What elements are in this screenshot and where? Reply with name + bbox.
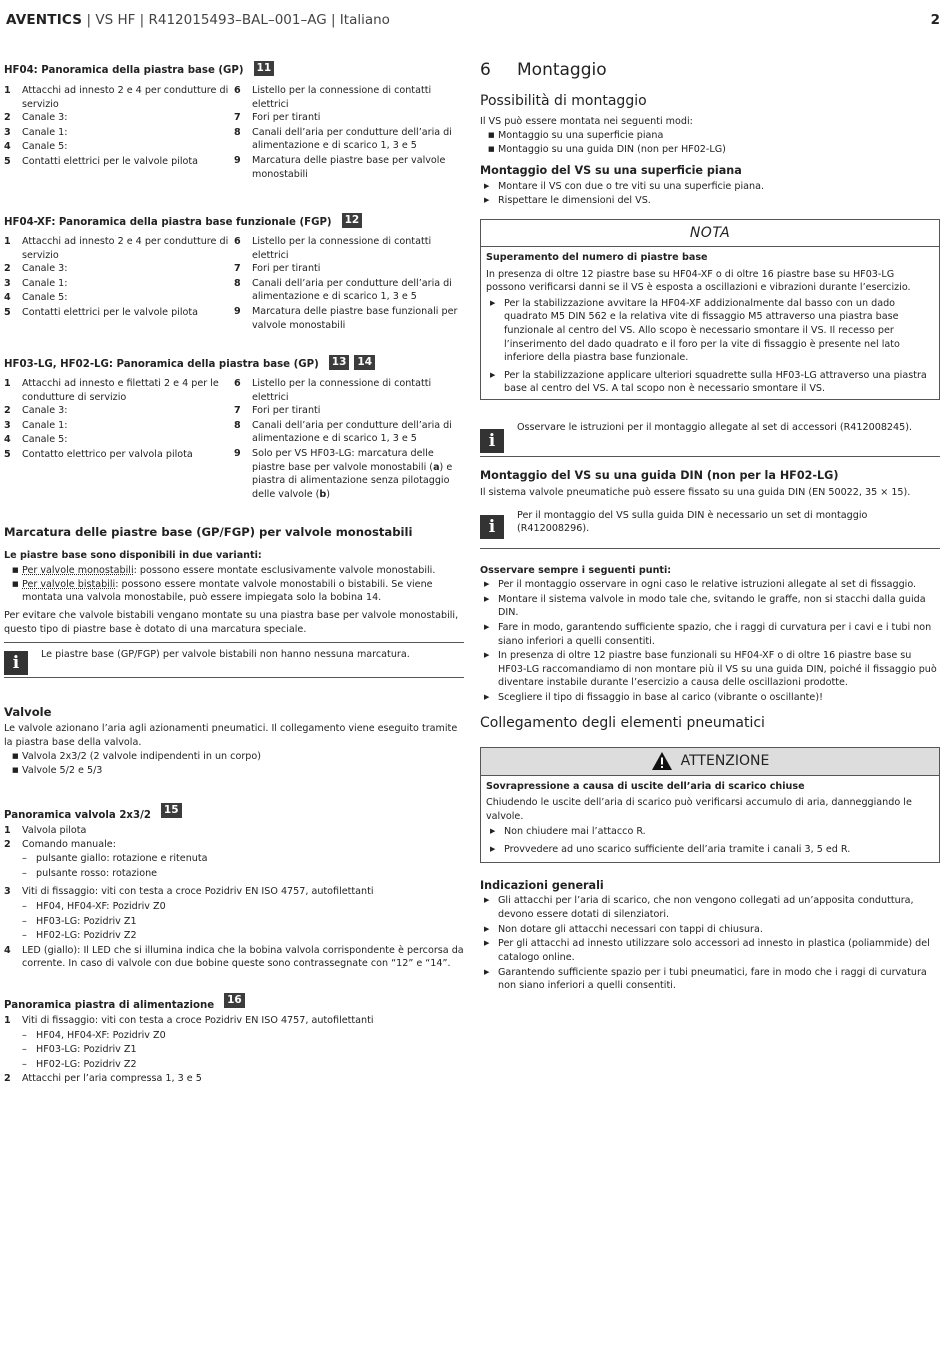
dash-marker: – bbox=[22, 930, 27, 942]
arrow-right-icon: ▶ bbox=[484, 939, 490, 948]
legend-text: Attacchi ad innesto e filettati 2 e 4 per le condutture di servizio bbox=[22, 378, 219, 403]
step-text: Per gli attacchi ad innesto utilizzare solo accessori ad innesto in plastica (poliammide) del catalogo online. bbox=[498, 938, 930, 963]
legend-text: Canale 5: bbox=[22, 141, 68, 153]
warning-triangle-icon bbox=[651, 751, 673, 771]
legend-item bbox=[4, 262, 234, 276]
info-note bbox=[480, 509, 940, 549]
step-item bbox=[480, 691, 940, 705]
list-item-text: Montaggio su una guida DIN (non per HF02-LG) bbox=[498, 144, 726, 156]
legend-item bbox=[234, 262, 464, 276]
step-item bbox=[480, 923, 940, 937]
arrow-right-icon: ▶ bbox=[490, 370, 496, 379]
notice-label: NOTA bbox=[481, 220, 939, 247]
legend-item bbox=[4, 126, 234, 140]
arrow-right-icon: ▶ bbox=[484, 651, 490, 660]
hf03-section bbox=[4, 358, 464, 501]
legend-text: Canale 1: bbox=[22, 277, 68, 289]
legend-text: Attacchi ad innesto 2 e 4 per condutture di servizio bbox=[22, 85, 229, 110]
legend-text: Contatti elettrici per le valvole pilota bbox=[22, 156, 199, 168]
legend-num: 3 bbox=[4, 886, 11, 898]
step-item bbox=[480, 194, 940, 208]
legend-item bbox=[234, 447, 464, 501]
page-header bbox=[6, 11, 942, 31]
step-item bbox=[480, 578, 940, 592]
chapter-heading bbox=[480, 58, 940, 82]
arrow-right-icon: ▶ bbox=[490, 298, 496, 307]
osservare-title: Osservare sempre i seguenti punti: bbox=[480, 564, 672, 576]
step-item bbox=[480, 621, 940, 648]
legend-num: 5 bbox=[4, 307, 11, 319]
info-note-text: Per il montaggio del VS sulla guida DIN è necessario un set di montaggio (R412008296). bbox=[517, 509, 868, 535]
dash-marker: – bbox=[22, 1058, 27, 1070]
dash-marker: – bbox=[22, 867, 27, 879]
info-icon: i bbox=[4, 651, 28, 675]
bullet-square-icon: ■ bbox=[488, 145, 495, 154]
arrow-right-icon: ▶ bbox=[484, 693, 490, 702]
step-text: Non chiudere mai l’attacco R. bbox=[504, 826, 646, 838]
legend-num: 1 bbox=[4, 825, 11, 836]
info-note-text: Le piastre base (GP/FGP) per valvole bistabili non hanno nessuna marcatura. bbox=[41, 649, 410, 661]
legend-item bbox=[4, 140, 234, 154]
valvole-title: Valvole bbox=[4, 705, 52, 719]
legend-text: Listello per la connessione di contatti elettrici bbox=[252, 236, 432, 261]
legend-item bbox=[234, 126, 464, 153]
legend-text: Comando manuale: bbox=[22, 838, 116, 850]
dash-marker: – bbox=[22, 1044, 27, 1056]
figure-badge-12: 12 bbox=[342, 213, 363, 228]
figure-badge-13: 13 bbox=[329, 355, 350, 370]
hf03-title-text: HF03-LG, HF02-LG: Panoramica della piastra base (GP) bbox=[4, 359, 319, 371]
step-text: Rispettare le dimensioni del VS. bbox=[498, 195, 651, 207]
hf04xf-title-text: HF04-XF: Panoramica della piastra base funzionale (FGP) bbox=[4, 217, 332, 229]
legend-num: 3 bbox=[4, 126, 11, 138]
sub-item-text: pulsante rosso: rotazione bbox=[36, 867, 158, 879]
list-item bbox=[4, 564, 464, 578]
legend-num: 7 bbox=[234, 112, 241, 124]
legend-text: Canali dell’aria per condutture dell’aria di alimentazione e di scarico 1, 3 e 5 bbox=[252, 126, 452, 152]
legend-num: 6 bbox=[234, 85, 241, 96]
arrow-right-icon: ▶ bbox=[484, 181, 490, 190]
hf04-title-text: HF04: Panoramica della piastra base (GP) bbox=[4, 65, 244, 77]
sub-item bbox=[4, 1043, 464, 1057]
dash-marker: – bbox=[22, 901, 27, 913]
sub-item bbox=[4, 867, 464, 881]
arrow-right-icon: ▶ bbox=[490, 844, 496, 853]
sub-item bbox=[4, 1058, 464, 1072]
notice-subtitle: Superamento del numero di piastre base bbox=[486, 251, 708, 263]
info-note bbox=[4, 642, 464, 678]
legend-item bbox=[234, 419, 464, 446]
variant-label: Per valvole monostabili bbox=[22, 565, 134, 577]
marcatura-section bbox=[4, 524, 464, 678]
bullet-square-icon: ■ bbox=[488, 130, 495, 139]
step-item bbox=[480, 649, 940, 690]
page-number: 2 bbox=[930, 12, 940, 28]
arrow-right-icon: ▶ bbox=[484, 594, 490, 603]
legend-text: Canali dell’aria per condutture dell’aria di alimentazione e di scarico 1, 3 e 5 bbox=[252, 419, 452, 445]
legend-text: Fori per tiranti bbox=[252, 112, 321, 124]
legend-text: Listello per la connessione di contatti elettrici bbox=[252, 378, 432, 403]
sub-item-text: HF03-LG: Pozidriv Z1 bbox=[36, 1044, 137, 1056]
legend-text: LED (giallo): Il LED che si illumina indica che la bobina valvola corrispondente è percorsa da corrente. In caso di valvole con due bobine queste sono contrassegnate con “12” e “14”. bbox=[22, 944, 464, 970]
legend-item bbox=[4, 235, 234, 262]
legend-num: 9 bbox=[234, 306, 241, 318]
legend-text: Fori per tiranti bbox=[252, 405, 321, 417]
hf04-legend bbox=[4, 84, 464, 181]
legend-ref-a: a bbox=[433, 461, 440, 473]
list-item bbox=[4, 764, 464, 778]
legend-text: Viti di fissaggio: viti con testa a croce Pozidriv EN ISO 4757, autofilettanti bbox=[22, 1015, 374, 1026]
info-icon: i bbox=[480, 515, 504, 539]
step-item bbox=[486, 369, 934, 396]
legend-item bbox=[4, 448, 234, 462]
legend-num: 1 bbox=[4, 378, 11, 389]
legend-item bbox=[234, 305, 464, 332]
legend-text: Contatto elettrico per valvola pilota bbox=[22, 449, 193, 461]
legend-item bbox=[4, 419, 234, 433]
info-note bbox=[480, 421, 940, 457]
step-item bbox=[480, 180, 940, 194]
list-item-text: Valvola 2x3/2 (2 valvole indipendenti in un corpo) bbox=[22, 750, 261, 762]
step-text: Montare il VS con due o tre viti su una superficie piana. bbox=[498, 180, 765, 192]
legend-item bbox=[4, 306, 234, 320]
legend-text: Fori per tiranti bbox=[252, 263, 321, 275]
legend-item bbox=[4, 824, 464, 838]
hf04-title bbox=[4, 64, 464, 79]
step-text: Garantendo sufficiente spazio per i tubi pneumatici, fare in modo che i raggi di curvatura non siano inferiori a quelli consentiti. bbox=[498, 966, 927, 992]
legend-item bbox=[234, 404, 464, 418]
list-item-text bbox=[22, 578, 464, 605]
panoramica-piastra-title bbox=[4, 996, 464, 1011]
indicazioni-title: Indicazioni generali bbox=[480, 878, 604, 892]
legend-num: 2 bbox=[4, 838, 11, 850]
legend-item bbox=[4, 838, 464, 852]
warning-label: ATTENZIONE bbox=[680, 753, 770, 770]
legend-text: Canale 1: bbox=[22, 419, 68, 431]
legend-text: Attacchi per l’aria compressa 1, 3 e 5 bbox=[22, 1073, 202, 1085]
din-title: Montaggio del VS su una guida DIN (non per la HF02-LG) bbox=[480, 469, 839, 483]
legend-num: 6 bbox=[234, 378, 241, 389]
legend-num: 4 bbox=[4, 434, 11, 446]
legend-num: 3 bbox=[4, 277, 11, 289]
marcatura-title: Marcatura delle piastre base (GP/FGP) per valvole monostabili bbox=[4, 525, 413, 539]
legend-text-part: ) bbox=[326, 488, 331, 500]
collegamento-title: Collegamento degli elementi pneumatici bbox=[480, 714, 765, 731]
panoramica-valvola-section bbox=[4, 806, 464, 971]
step-text: Per la stabilizzazione avvitare la HF04-XF addizionalmente dal basso con un dado quadrato M5 DIN 562 e la relativa vite di fissaggio M5 attraverso una piastra base funzionale al centro del VS. Allo scopo è necessario smontare il VS. Il recesso per l’inserimento del dado quadrato e il foro per la vite di fissaggio è presente nel lato inferiore della piastra base funzionale. bbox=[504, 297, 900, 364]
legend-num: 1 bbox=[4, 85, 11, 96]
possibilita-title: Possibilità di montaggio bbox=[480, 93, 647, 110]
dash-marker: – bbox=[22, 853, 27, 865]
sub-item bbox=[4, 929, 464, 943]
legend-num: 8 bbox=[234, 419, 241, 431]
hf04xf-title bbox=[4, 216, 464, 231]
legend-text: Canale 5: bbox=[22, 434, 68, 446]
list-item bbox=[4, 750, 464, 764]
legend-num: 7 bbox=[234, 263, 241, 275]
list-item bbox=[480, 143, 940, 157]
list-item bbox=[4, 578, 464, 605]
step-item bbox=[486, 843, 934, 857]
right-column bbox=[480, 58, 940, 993]
arrow-right-icon: ▶ bbox=[484, 896, 490, 905]
step-text: Scegliere il tipo di fissaggio in base al carico (vibrante o oscillante)! bbox=[498, 692, 823, 704]
list-item-text bbox=[22, 564, 464, 578]
bullet-square-icon: ■ bbox=[12, 566, 19, 575]
legend-num: 6 bbox=[234, 236, 241, 247]
legend-item bbox=[4, 277, 234, 291]
dash-marker: – bbox=[22, 915, 27, 927]
warning-box bbox=[480, 747, 940, 863]
marcatura-paragraph: Per evitare che valvole bistabili vengano montate su una piastra base per valvole monostabili, questo tipo di piastre base è dotato di una marcatura speciale. bbox=[4, 609, 459, 635]
panoramica-valvola-title-text: Panoramica valvola 2x3/2 bbox=[4, 810, 151, 822]
bullet-square-icon: ■ bbox=[12, 579, 19, 588]
legend-text: Canale 5: bbox=[22, 292, 68, 304]
bullet-square-icon: ■ bbox=[12, 751, 19, 760]
possibilita-paragraph: Il VS può essere montata nei seguenti modi: bbox=[480, 116, 693, 127]
warning-paragraph: Chiudendo le uscite dell’aria di scarico può verificarsi accumulo di aria, danneggiando le valvole. bbox=[486, 797, 912, 822]
legend-text: Canali dell’aria per condutture dell’aria di alimentazione e di scarico 1, 3 e 5 bbox=[252, 277, 452, 303]
step-text: Fare in modo, garantendo sufficiente spazio, che i raggi di curvatura per i cavi e i tubi non siano inferiori a quelli consentiti. bbox=[498, 622, 932, 647]
step-text: Per il montaggio osservare in ogni caso le relative istruzioni allegate al set di fissaggio. bbox=[498, 579, 917, 591]
legend-text: Viti di fissaggio: viti con testa a croce Pozidriv EN ISO 4757, autofilettanti bbox=[22, 886, 374, 898]
chapter-number: 6 bbox=[480, 60, 491, 80]
legend-num: 9 bbox=[234, 448, 241, 460]
piana-title: Montaggio del VS su una superficie piana bbox=[480, 163, 742, 177]
figure-badge-16: 16 bbox=[224, 993, 245, 1008]
list-item bbox=[480, 129, 940, 143]
legend-item bbox=[4, 111, 234, 125]
legend-item bbox=[234, 154, 464, 181]
legend-text-part: ) e piastra di alimentazione senza pilotaggio delle valvole ( bbox=[252, 461, 453, 500]
legend-item bbox=[234, 84, 464, 111]
legend-item bbox=[4, 404, 234, 418]
legend-num: 8 bbox=[234, 126, 241, 138]
legend-text: Valvola pilota bbox=[22, 825, 87, 836]
step-text: Non dotare gli attacchi necessari con tappi di chiusura. bbox=[498, 923, 763, 935]
legend-ref-b: b bbox=[319, 488, 327, 500]
arrow-right-icon: ▶ bbox=[484, 967, 490, 976]
brand-name: AVENTICS bbox=[6, 12, 83, 28]
legend-text: Attacchi ad innesto 2 e 4 per condutture di servizio bbox=[22, 236, 229, 261]
legend-text-part: Solo per VS HF03-LG: marcatura delle piastre base per valvole monostabili ( bbox=[252, 448, 434, 473]
panoramica-piastra-section bbox=[4, 996, 464, 1086]
hf03-legend bbox=[4, 377, 464, 501]
sub-item-text: HF04, HF04-XF: Pozidriv Z0 bbox=[36, 901, 166, 913]
variant-text: : possono essere montate esclusivamente valvole monostabili. bbox=[133, 565, 436, 577]
variant-label: Per valvole bistabili bbox=[22, 578, 116, 590]
legend-item bbox=[4, 944, 464, 971]
warning-subtitle: Sovrapressione a causa di uscite dell’aria di scarico chiuse bbox=[486, 780, 805, 792]
hf03-title bbox=[4, 358, 464, 373]
warning-header bbox=[481, 748, 939, 776]
arrow-right-icon: ▶ bbox=[484, 580, 490, 589]
panoramica-valvola-title bbox=[4, 806, 464, 821]
sub-item bbox=[4, 915, 464, 929]
legend-item bbox=[234, 377, 464, 404]
sub-item-text: HF02-LG: Pozidriv Z2 bbox=[36, 1058, 137, 1070]
legend-item bbox=[4, 84, 234, 111]
arrow-right-icon: ▶ bbox=[490, 827, 496, 836]
legend-num: 3 bbox=[4, 419, 11, 431]
left-column bbox=[4, 62, 464, 1085]
legend-num: 1 bbox=[4, 1015, 11, 1026]
step-item bbox=[480, 937, 940, 964]
step-text: Montare il sistema valvole in modo tale che, svitando le graffe, non si stacchi dalla guida DIN. bbox=[498, 593, 926, 619]
figure-badge-11: 11 bbox=[254, 61, 275, 76]
step-text: Provvedere ad uno scarico sufficiente dell’aria tramite i canali 3, 5 ed R. bbox=[504, 843, 851, 855]
legend-num: 9 bbox=[234, 155, 241, 167]
variant-text: : possono essere montate valvole monostabili o bistabili. Se viene montata una valvola monostabile, può essere impiegata solo la bobina 14. bbox=[22, 578, 433, 604]
figure-badge-15: 15 bbox=[161, 803, 182, 818]
legend-text: Canale 3: bbox=[22, 112, 68, 124]
valvole-paragraph: Le valvole azionano l’aria agli azionamenti pneumatici. Il collegamento viene eseguito tramite la piastra base della valvola. bbox=[4, 723, 458, 749]
sub-item-text: pulsante giallo: rotazione e ritenuta bbox=[36, 853, 208, 865]
legend-text: Listello per la connessione di contatti elettrici bbox=[252, 85, 432, 110]
step-item bbox=[480, 966, 940, 993]
legend-item bbox=[4, 1014, 464, 1028]
legend-num: 2 bbox=[4, 405, 11, 417]
legend-item bbox=[4, 155, 234, 169]
step-text: In presenza di oltre 12 piastre base funzionali su HF04-XF o di oltre 16 piastre base su HF03-LG raccomandiamo di non montare più il VS su una guida DIN, poiché il fissaggio può diventare instabile durante l’esercizio a causa delle oscillazioni prodotte. bbox=[498, 650, 937, 689]
legend-item bbox=[4, 433, 234, 447]
legend-item bbox=[4, 291, 234, 305]
list-item-text: Montaggio su una superficie piana bbox=[498, 129, 664, 141]
panoramica-piastra-title-text: Panoramica piastra di alimentazione bbox=[4, 1000, 215, 1012]
step-text: Per la stabilizzazione applicare ulteriori squadrette sulla HF03-LG attraverso una piastra base al centro del VS. A tal scopo non è necessario smontare il VS. bbox=[504, 369, 927, 395]
step-item bbox=[486, 825, 934, 839]
sub-item bbox=[4, 1029, 464, 1043]
legend-num: 4 bbox=[4, 141, 11, 153]
marcatura-intro: Le piastre base sono disponibili in due varianti: bbox=[4, 550, 262, 562]
legend-item bbox=[234, 235, 464, 262]
din-paragraph: Il sistema valvole pneumatiche può essere fissato su una guida DIN (EN 50022, 35 × 15). bbox=[480, 486, 911, 498]
figure-badge-14: 14 bbox=[354, 355, 375, 370]
sub-item-text: HF03-LG: Pozidriv Z1 bbox=[36, 915, 137, 927]
legend-text: Marcatura delle piastre base funzionali per valvole monostabili bbox=[252, 306, 458, 331]
legend-item bbox=[234, 277, 464, 304]
arrow-right-icon: ▶ bbox=[484, 196, 490, 205]
legend-num: 7 bbox=[234, 405, 241, 417]
info-note-text: Osservare le istruzioni per il montaggio allegate al set di accessori (R412008245). bbox=[517, 422, 913, 434]
chapter-title: Montaggio bbox=[517, 60, 607, 80]
hf04-section bbox=[4, 64, 464, 181]
legend-text: Contatti elettrici per le valvole pilota bbox=[22, 307, 199, 319]
legend-num: 4 bbox=[4, 292, 11, 304]
legend-num: 4 bbox=[4, 944, 11, 956]
legend-item bbox=[4, 377, 234, 404]
sub-item-text: HF04, HF04-XF: Pozidriv Z0 bbox=[36, 1029, 166, 1041]
legend-item bbox=[234, 111, 464, 125]
valvole-section bbox=[4, 704, 464, 778]
legend-item bbox=[4, 1072, 464, 1086]
dash-marker: – bbox=[22, 1029, 27, 1041]
legend-num: 2 bbox=[4, 1073, 11, 1085]
legend-text bbox=[252, 447, 464, 501]
step-text: Gli attacchi per l’aria di scarico, che non vengono collegati ad un’apposita conduttura, devono essere dotati di silenziatori. bbox=[498, 895, 914, 921]
hf04xf-section bbox=[4, 216, 464, 332]
legend-item bbox=[4, 885, 464, 899]
legend-text: Canale 1: bbox=[22, 126, 68, 138]
step-item bbox=[480, 894, 940, 921]
list-item-text: Valvole 5/2 e 5/3 bbox=[22, 765, 103, 777]
hf04xf-legend bbox=[4, 235, 464, 332]
legend-num: 2 bbox=[4, 112, 11, 124]
legend-text: Marcatura delle piastre base per valvole monostabili bbox=[252, 155, 446, 180]
legend-text: Canale 3: bbox=[22, 405, 68, 417]
legend-text: Canale 3: bbox=[22, 263, 68, 275]
document-id: | VS HF | R412015493–BAL–001–AG | Italiano bbox=[82, 12, 390, 28]
info-icon: i bbox=[480, 429, 504, 453]
step-item bbox=[480, 593, 940, 620]
legend-num: 1 bbox=[4, 236, 11, 247]
sub-item-text: HF02-LG: Pozidriv Z2 bbox=[36, 930, 137, 942]
legend-num: 2 bbox=[4, 263, 11, 275]
arrow-right-icon: ▶ bbox=[484, 924, 490, 933]
step-item bbox=[486, 297, 934, 365]
notice-box bbox=[480, 219, 940, 400]
legend-num: 5 bbox=[4, 449, 11, 461]
legend-num: 5 bbox=[4, 156, 11, 168]
legend-num: 8 bbox=[234, 277, 241, 289]
bullet-square-icon: ■ bbox=[12, 766, 19, 775]
sub-item bbox=[4, 852, 464, 866]
arrow-right-icon: ▶ bbox=[484, 623, 490, 631]
sub-item bbox=[4, 900, 464, 914]
notice-paragraph: In presenza di oltre 12 piastre base su HF04-XF o di oltre 16 piastre base su HF03-LG possono verificarsi danni se il VS è esposta a oscillazioni e vibrazioni durante l’esercizio. bbox=[486, 268, 911, 294]
